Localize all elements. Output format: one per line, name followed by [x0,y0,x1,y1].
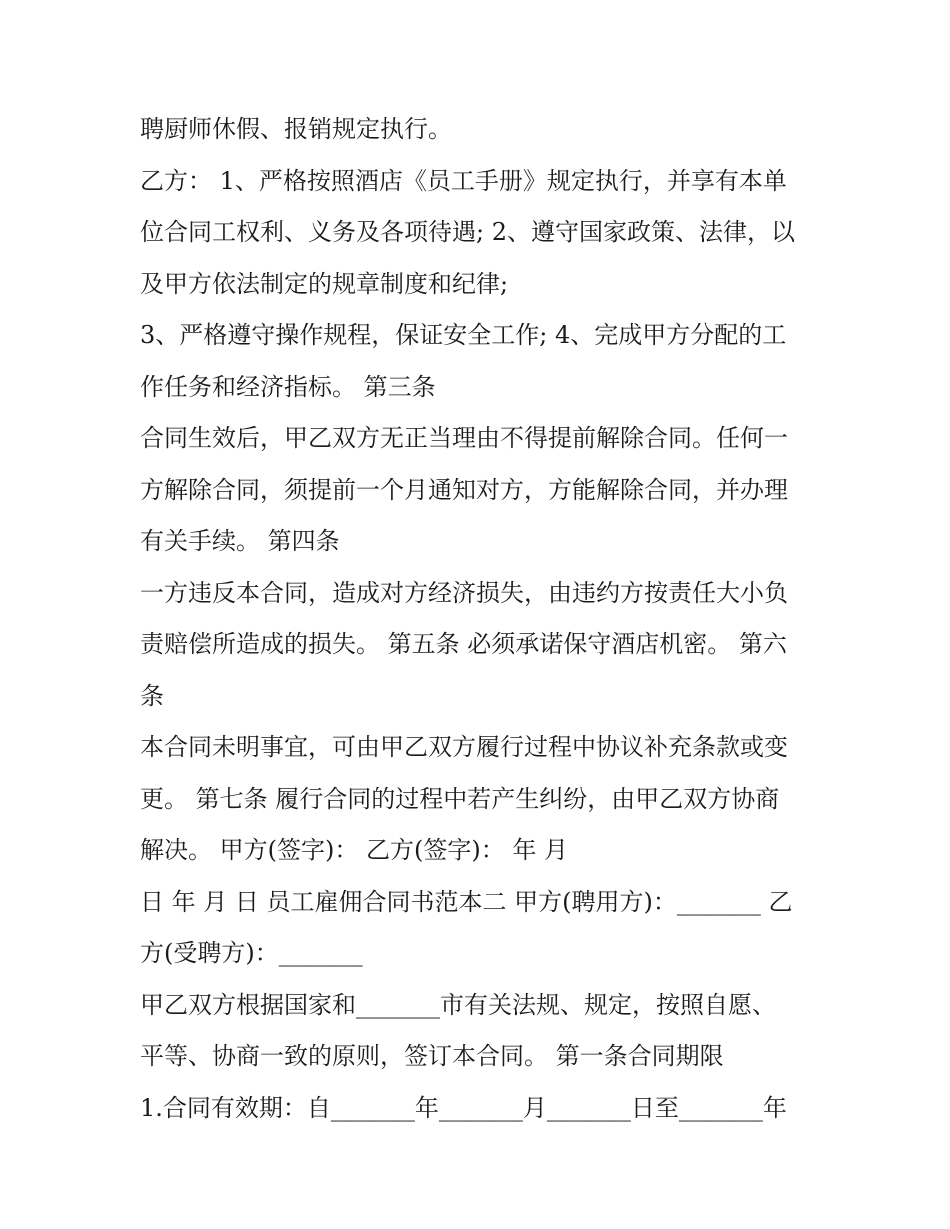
text-line: 本合同未明事宜，可由甲乙双方履行过程中协议补充条款或变 [140,733,788,761]
document-body [140,104,820,1134]
text-line: 1.合同有效期：自_______年_______月_______日至_______年 [140,1093,787,1122]
text-line: 解决。 甲方(签字)： 乙方(签字)： 年 月 [140,836,568,864]
text-line: 位合同工权利、义务及各项待遇; 2、遵守国家政策、法律，以 [140,218,795,246]
text-line: 方(受聘方)：_______ [140,939,363,967]
text-line: 平等、协商一致的原则，签订本合同。 第一条合同期限 [140,1042,724,1070]
text-line: 一方违反本合同，造成对方经济损失，由违约方按责任大小负 [140,578,788,607]
text-line: 甲乙双方根据国家和_______市有关法规、规定，按照自愿、 [140,990,776,1019]
text-line: 有关手续。 第四条 [140,527,340,555]
text-line: 条 [140,681,164,710]
text-line: 作任务和经济指标。 第三条 [140,372,436,401]
text-line: 方解除合同，须提前一个月通知对方，方能解除合同，并办理 [140,475,788,504]
text-line: 责赔偿所造成的损失。 第五条 必须承诺保守酒店机密。 第六 [140,630,787,658]
text-line: 更。 第七条 履行合同的过程中若产生纠纷，由甲乙双方协商 [140,784,780,813]
text-line: 合同生效后，甲乙双方无正当理由不得提前解除合同。任何一 [140,424,788,452]
text-line: 及甲方依法制定的规章制度和纪律; [140,269,509,298]
text-line: 乙方： 1、严格按照酒店《员工手册》规定执行，并享有本单 [140,166,787,195]
text-line: 日 年 月 日 员工雇佣合同书范本二 甲方(聘用方)：_______ 乙 [140,887,793,916]
text-line: 3、严格遵守操作规程，保证安全工作; 4、完成甲方分配的工 [140,321,787,349]
text-line: 聘厨师休假、报销规定执行。 [140,115,452,143]
